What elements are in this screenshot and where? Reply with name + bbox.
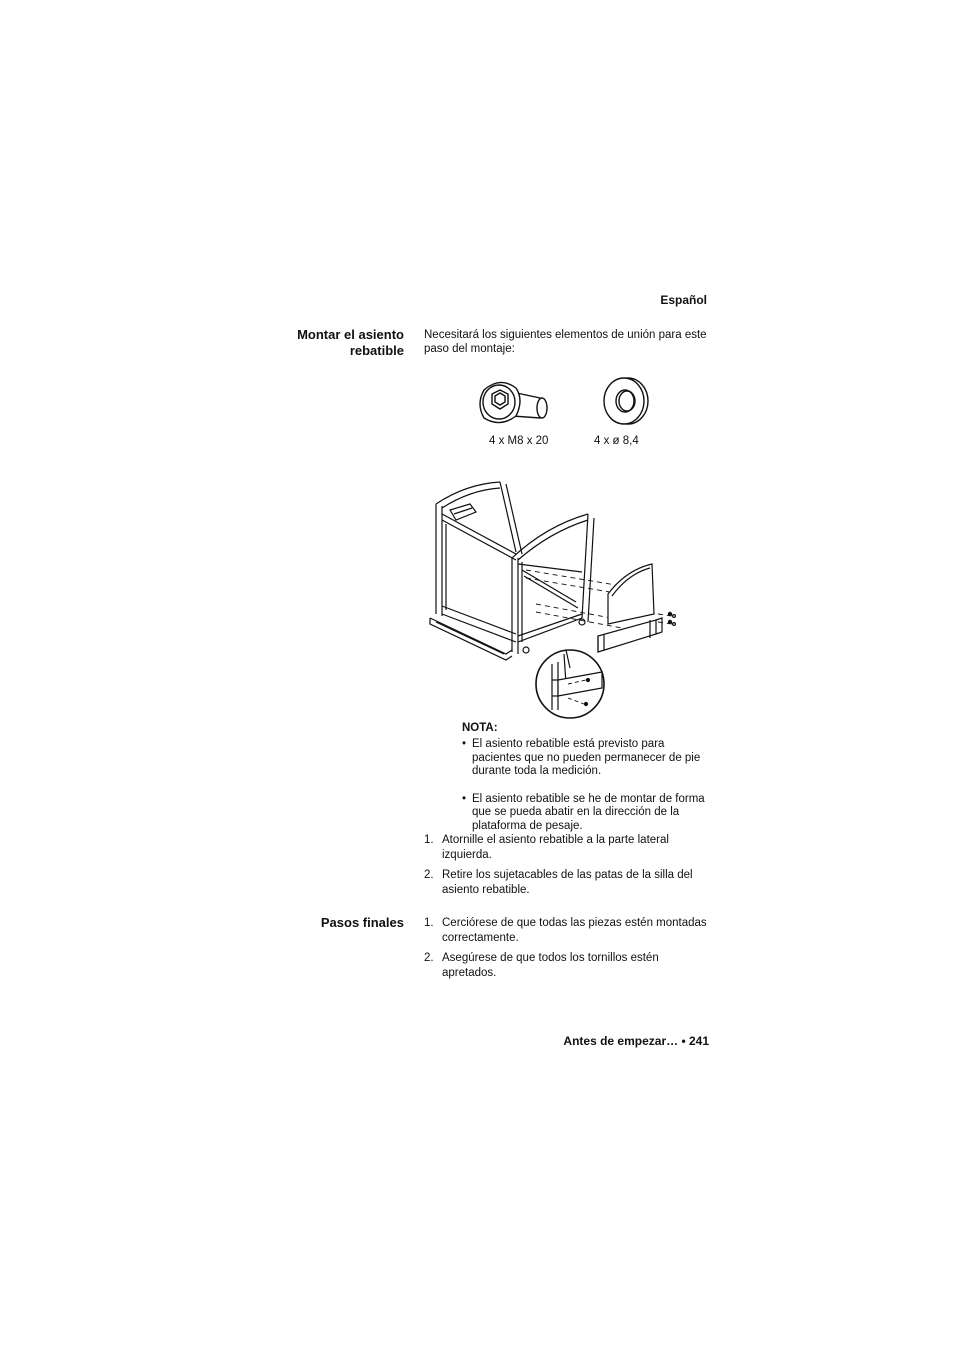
note-item: • El asiento rebatible se he de montar de forma que se pueda abatir en la dirección de la plataforma de pesaje. [462, 793, 714, 834]
bolt-caption: 4 x M8 x 20 [489, 435, 549, 447]
section-title-pasos: Pasos finales [320, 915, 404, 930]
final-steps-list [424, 916, 714, 986]
step-number: 2. [424, 952, 434, 964]
list-item [424, 868, 714, 897]
page-footer: Antes de empezar… • 241 [563, 1034, 709, 1048]
step-number: 2. [424, 869, 434, 881]
list-item [424, 951, 714, 980]
washer-caption: 4 x ø 8,4 [594, 435, 639, 447]
bolt-icon [478, 378, 552, 434]
mount-steps-list [424, 833, 714, 903]
section-title-line1: Montar el asiento [297, 327, 404, 342]
washer-icon [602, 376, 650, 426]
intro-text: Necesitará los siguientes elementos de unión para este paso del montaje: [424, 329, 707, 355]
list-item [424, 916, 714, 945]
step-text: Atornille el asiento rebatible a la parte lateral izquierda. [442, 834, 669, 861]
note-list [462, 738, 714, 847]
list-item [424, 833, 714, 862]
assembly-illustration [426, 474, 684, 720]
step-text: Asegúrese de que todos los tornillos estén apretados. [442, 952, 659, 979]
step-text: Cerciórese de que todas las piezas estén montadas correctamente. [442, 917, 707, 944]
note-item: • El asiento rebatible está previsto para pacientes que no pueden permanecer de pie durante toda la medición. [462, 738, 714, 779]
language-label: Español [660, 293, 707, 307]
step-number: 1. [424, 834, 434, 846]
step-text: Retire los sujetacables de las patas de la silla del asiento rebatible. [442, 869, 693, 896]
section-title-line2: rebatible [349, 343, 404, 358]
section-title-montar [264, 327, 404, 359]
step-number: 1. [424, 917, 434, 929]
note-heading: NOTA: [462, 722, 498, 734]
